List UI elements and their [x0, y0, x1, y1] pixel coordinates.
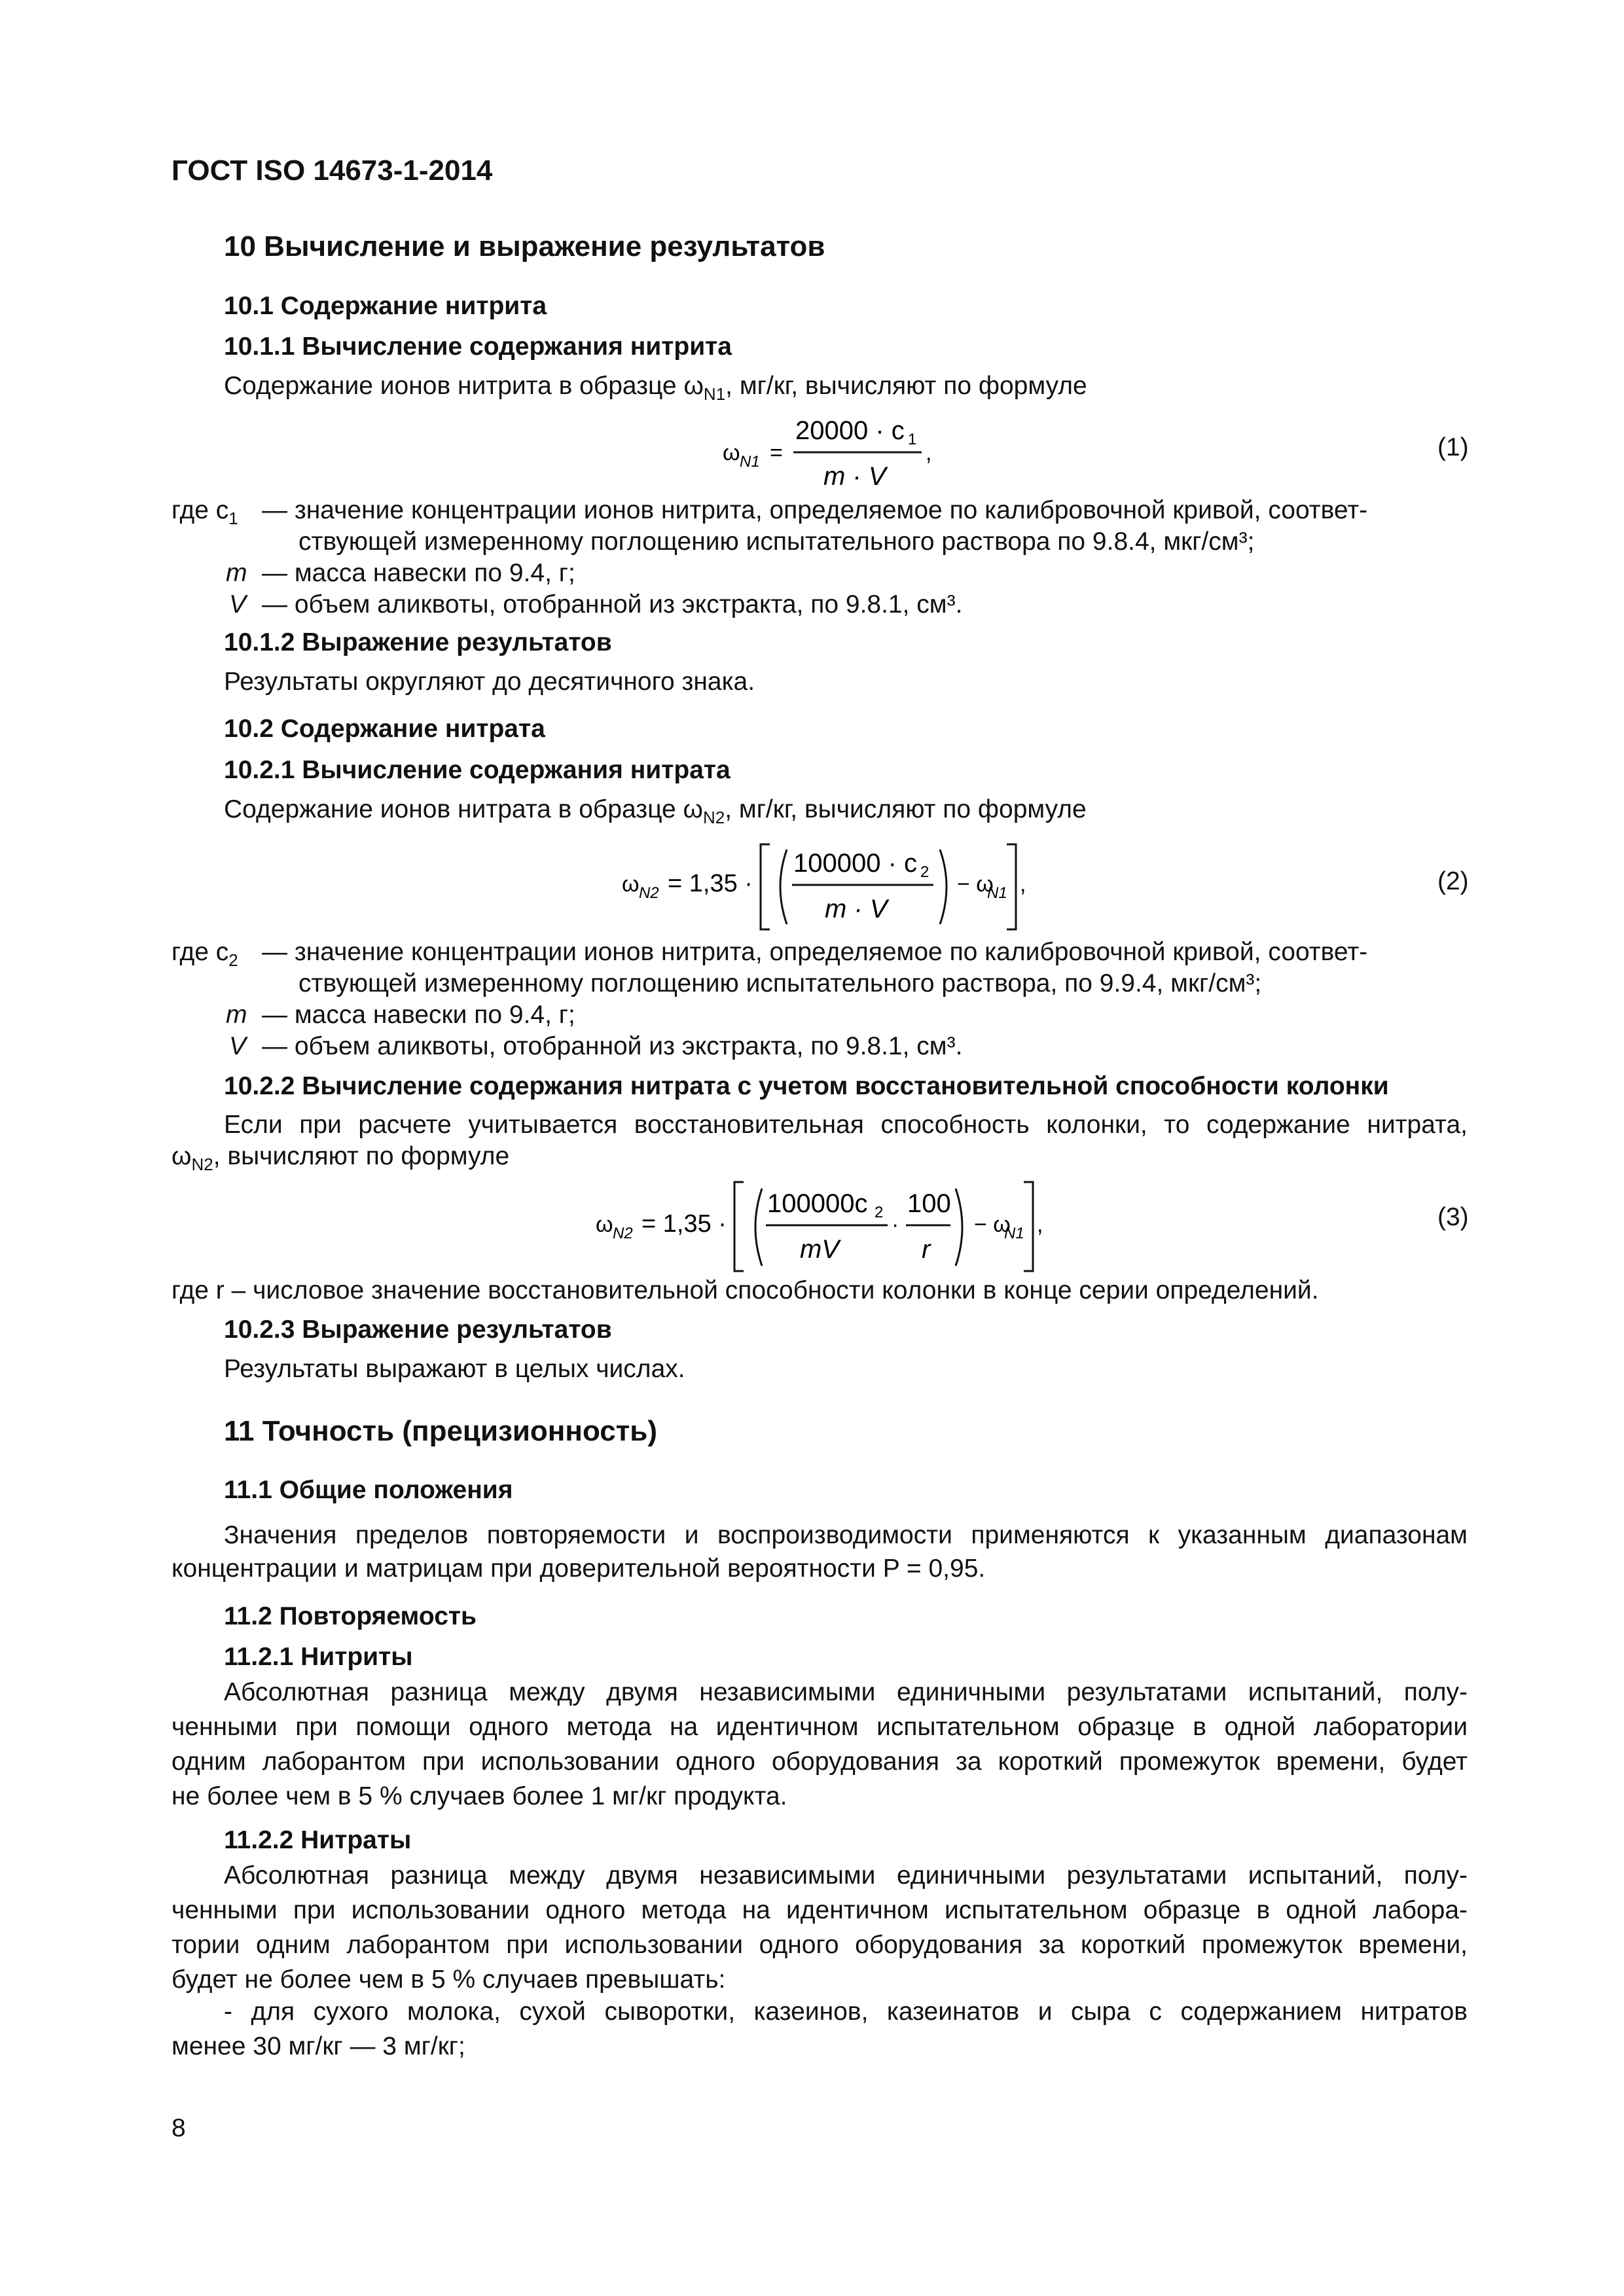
paragraph-11-2-2-line-4: будет не более чем в 5 % случаев превышать: [171, 1965, 726, 1994]
svg-text:N2: N2 [639, 884, 659, 902]
paragraph-11-2-2-line-2: ченными при использовании одного метода на идентичном испытательном образце в одной лабора- [171, 1896, 1468, 1924]
subsection-10-2-3-title: 10.2.3 Выражение результатов [224, 1316, 612, 1344]
svg-text:·: · [892, 1212, 899, 1237]
subsection-11-2-1-title: 11.2.1 Нитриты [224, 1643, 413, 1671]
where-c2-label: где $c_2$ [171, 938, 238, 970]
svg-text:ω: ω [622, 872, 640, 897]
bullet-1-line-1: - для сухого молока, сухой сыворотки, казеинов, казеинатов и сыра с содержанием нитратов [224, 1998, 1468, 2026]
subsection-11-2-2-title: 11.2.2 Нитраты [224, 1826, 412, 1854]
paragraph-10-2-2-line-1: Если при расчете учитывается восстановительная способность колонки, то содержание нитрата, [224, 1111, 1468, 1139]
paragraph-10-2-3: Результаты выражают в целых числах. [224, 1355, 685, 1383]
where-m-text-2: — масса навески по 9.4, г; [262, 1001, 575, 1029]
where-c1-text-2: ствующей измеренному поглощению испытательного раствора по 9.8.4, мкг/см³; [298, 528, 1255, 556]
svg-text:100000c: 100000c [767, 1189, 868, 1218]
where-v-text-2: — объем аликвоты, отобранной из экстракта, по 9.8.1, см³. [262, 1032, 963, 1060]
svg-text:m · V: m · V [825, 895, 888, 924]
svg-text:= 1,35 ·: = 1,35 · [641, 1210, 727, 1238]
subsection-10-1-title: 10.1 Содержание нитрита [224, 292, 547, 320]
svg-text:N1: N1 [987, 884, 1007, 902]
paragraph-11-2-2-line-3: тории одним лаборантом при использовании одного оборудования за короткий промежуток времени, [171, 1931, 1468, 1959]
svg-text:ω: ω [723, 440, 740, 465]
svg-text:m · V: m · V [823, 462, 886, 491]
equation-number-3: (3) [1437, 1203, 1469, 1231]
page-number: 8 [171, 2114, 186, 2142]
equation-number-2: (2) [1437, 867, 1469, 895]
paragraph-10-2-1: Содержание ионов нитрата в образце $\omega_{N2}$, мг/кг, вычисляют по формуле [224, 795, 1087, 827]
svg-text:r: r [922, 1235, 931, 1264]
svg-text:2: 2 [875, 1204, 884, 1221]
svg-text:− ω: − ω [974, 1212, 1011, 1237]
svg-text:100: 100 [907, 1189, 951, 1218]
svg-text:1: 1 [908, 431, 917, 448]
where-m-label: m [226, 559, 247, 587]
formula-1 [713, 409, 962, 494]
paragraph-11-2-1-line-1: Абсолютная разница между двумя независимыми единичными результатами испытаний, полу- [224, 1678, 1468, 1706]
where-v-label: V [229, 590, 247, 619]
subsection-10-2-1-title: 10.2.1 Вычисление содержания нитрата [224, 756, 731, 784]
subsection-10-1-2-title: 10.1.2 Выражение результатов [224, 628, 612, 656]
where-r-text: где r – числовое значение восстановительной способности колонки в конце серии определений. [171, 1276, 1319, 1304]
paragraph-10-1-1: Содержание ионов нитрита в образце $\omega_{N1}$, мг/кг, вычисляют по формуле [224, 372, 1087, 404]
equation-number-1: (1) [1437, 433, 1469, 461]
where-c2-text-2: ствующей измеренному поглощению испытательного раствора, по 9.9.4, мкг/см³; [298, 969, 1262, 997]
paragraph-10-2-2-line-2: $\omega_{N2}$, вычисляют по формуле [171, 1142, 510, 1174]
where-v-text: — объем аликвоты, отобранной из экстракта, по 9.8.1, см³. [262, 590, 963, 619]
svg-text:N1: N1 [1004, 1225, 1024, 1242]
formula-3 [589, 1172, 1060, 1276]
paragraph-11-2-1-line-4: не более чем в 5 % случаев более 1 мг/кг продукта. [171, 1782, 787, 1810]
subsection-10-2-2-title: 10.2.2 Вычисление содержания нитрата с учетом восстановительной способности колонки [224, 1072, 1389, 1100]
paragraph-11-1-line-1: Значения пределов повторяемости и воспроизводимости применяются к указанным диапазонам [224, 1521, 1468, 1549]
svg-text:100000 · c: 100000 · c [793, 849, 918, 878]
where-c1-text-1: — значение концентрации ионов нитрита, определяемое по калибровочной кривой, соответ- [262, 496, 1368, 524]
svg-text:N1: N1 [740, 453, 760, 471]
where-c1-label: где $c_1$ [171, 496, 238, 528]
subsection-11-1-title: 11.1 Общие положения [224, 1476, 513, 1504]
paragraph-11-1-line-2: концентрации и матрицам при доверительной вероятности P = 0,95. [171, 1554, 986, 1583]
where-c2-text-1: — значение концентрации ионов нитрита, определяемое по калибровочной кривой, соответ- [262, 938, 1368, 966]
paragraph-10-1-2: Результаты округляют до десятичного знака. [224, 668, 755, 696]
section-10-title: 10 Вычисление и выражение результатов [224, 230, 825, 262]
svg-text:= 1,35 ·: = 1,35 · [668, 870, 753, 897]
svg-text:,: , [1020, 872, 1026, 897]
formula-2 [615, 831, 1034, 936]
svg-text:2: 2 [920, 863, 929, 881]
section-11-title: 11 Точность (прецизионность) [224, 1415, 657, 1447]
paragraph-11-2-2-line-1: Абсолютная разница между двумя независимыми единичными результатами испытаний, полу- [224, 1861, 1468, 1890]
svg-text:ω: ω [596, 1212, 613, 1237]
standard-designation: ГОСТ ISO 14673-1-2014 [171, 154, 493, 187]
svg-text:20000 · c: 20000 · c [795, 416, 905, 445]
where-v-label-2: V [229, 1032, 247, 1060]
svg-text:,: , [926, 440, 932, 465]
subsection-11-2-title: 11.2 Повторяемость [224, 1602, 477, 1630]
subsection-10-1-1-title: 10.1.1 Вычисление содержания нитрита [224, 332, 732, 361]
paragraph-11-2-1-line-3: одним лаборантом при использовании одного оборудования за короткий промежуток времени, будет [171, 1748, 1468, 1776]
where-m-text: — масса навески по 9.4, г; [262, 559, 575, 587]
subsection-10-2-title: 10.2 Содержание нитрата [224, 715, 545, 743]
where-m-label-2: m [226, 1001, 247, 1029]
svg-text:,: , [1037, 1212, 1043, 1237]
svg-text:=: = [770, 440, 783, 465]
svg-text:mV: mV [800, 1235, 839, 1264]
svg-text:− ω: − ω [957, 872, 994, 897]
bullet-1-line-2: менее 30 мг/кг — 3 мг/кг; [171, 2032, 465, 2060]
svg-text:N2: N2 [613, 1225, 633, 1242]
paragraph-11-2-1-line-2: ченными при помощи одного метода на идентичном испытательном образце в одной лаборатории [171, 1713, 1468, 1741]
